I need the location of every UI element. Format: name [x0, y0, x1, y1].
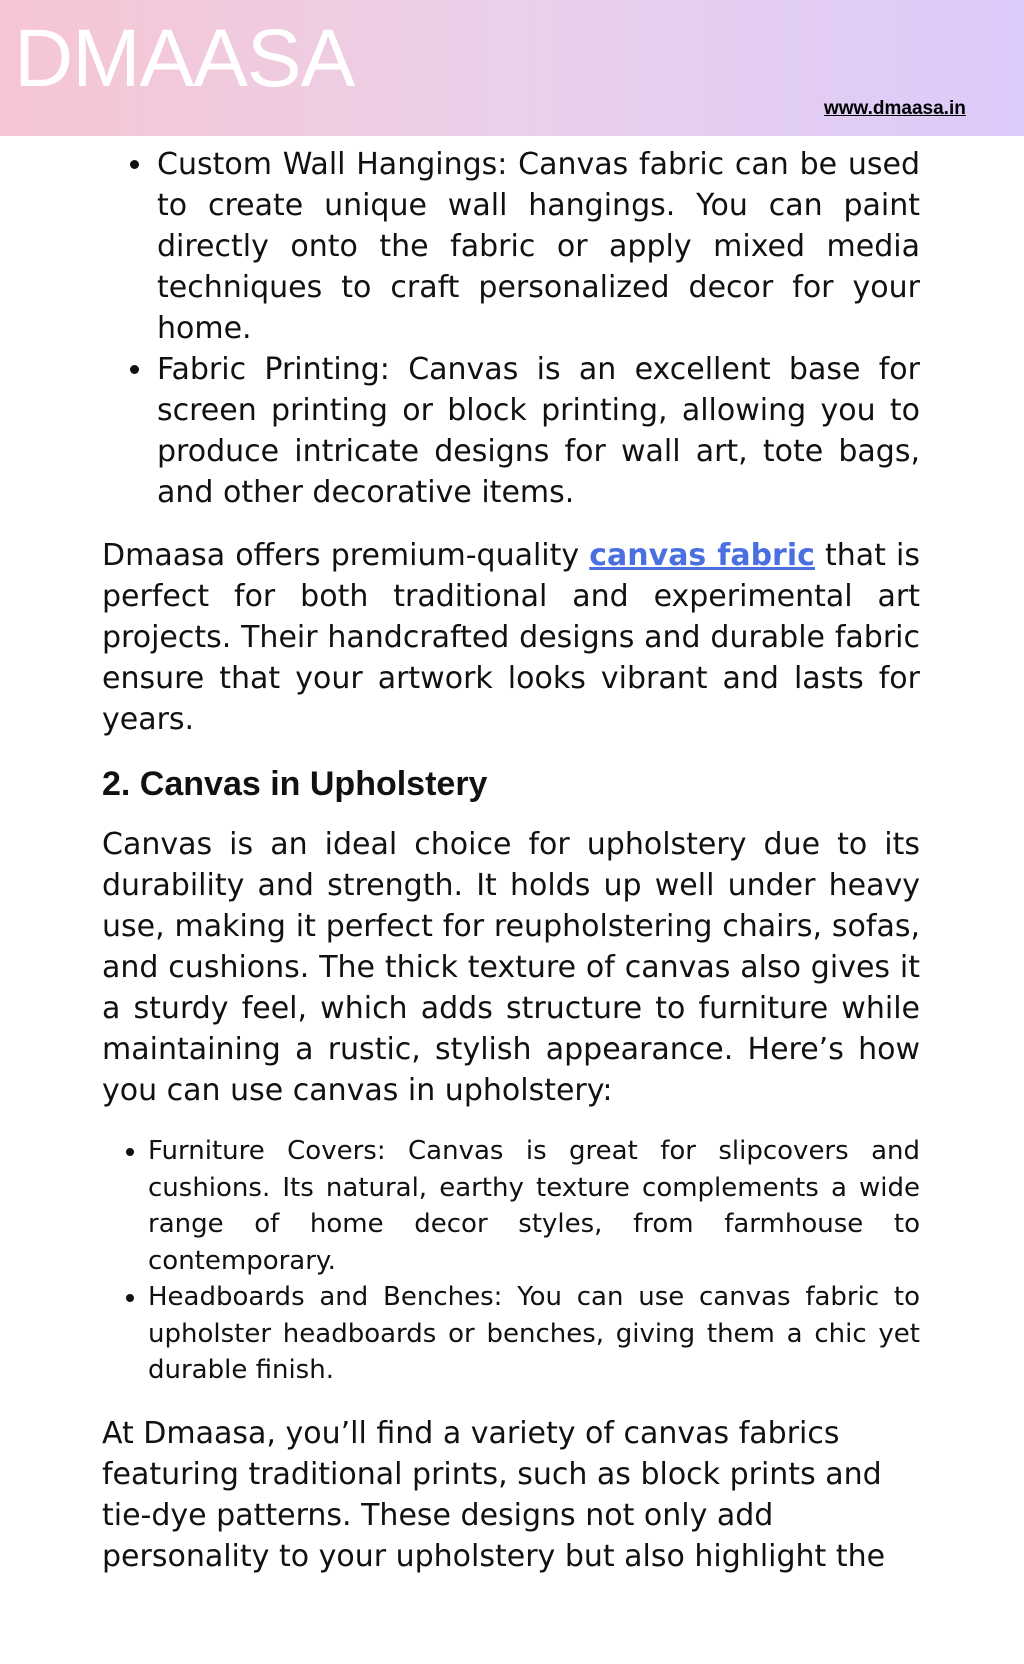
closing-paragraph: At Dmaasa, you’ll find a variety of canvas fabrics featuring traditional prints, such as block prints and tie-dye patterns. These designs not only add personality to your upholstery but also highlight the [102, 1415, 886, 1574]
art-uses-list [102, 144, 920, 513]
website-link[interactable]: www.dmaasa.in [824, 98, 966, 119]
list-item: • Custom Wall Hangings: Canvas fabric can be used to create unique wall hangings. You can paint directly onto the fabric or apply mixed media techniques to craft personalized decor for your home. [155, 144, 920, 349]
offer-text-before: Dmaasa offers premium-quality [102, 538, 590, 573]
list-item: • Fabric Printing: Canvas is an excellent base for screen printing or block printing, allowing you to produce intricate designs for wall art, tote bags, and other decorative items. [155, 349, 920, 513]
list-item: • Headboards and Benches: You can use canvas fabric to upholster headboards or benches, giving them a chic yet durable finish. [148, 1279, 920, 1389]
offer-paragraph [102, 535, 920, 740]
offer-text-after: that is perfect for both traditional and experimental art projects. Their handcrafted designs and durable fabric ensure that your artwork looks vibrant and lasts for years. [102, 538, 920, 737]
upholstery-uses-list [102, 1133, 920, 1389]
list-item: • Furniture Covers: Canvas is great for slipcovers and cushions. Its natural, earthy texture complements a wide range of home decor styles, from farmhouse to contemporary. [148, 1133, 920, 1279]
section-heading: 2. Canvas in Upholstery [102, 765, 488, 803]
page-header [0, 0, 1024, 136]
upholstery-paragraph: Canvas is an ideal choice for upholstery due to its durability and strength. It holds up well under heavy use, making it perfect for reupholstering chairs, sofas, and cushions. The thick texture of canvas also gives it a sturdy feel, which adds structure to furniture while maintaining a rustic, stylish appearance. Here’s how you can use canvas in upholstery: [102, 827, 920, 1108]
brand-logo: DMAASA [14, 13, 355, 104]
article-body [102, 144, 920, 1599]
canvas-fabric-link[interactable]: canvas fabric [589, 538, 815, 573]
